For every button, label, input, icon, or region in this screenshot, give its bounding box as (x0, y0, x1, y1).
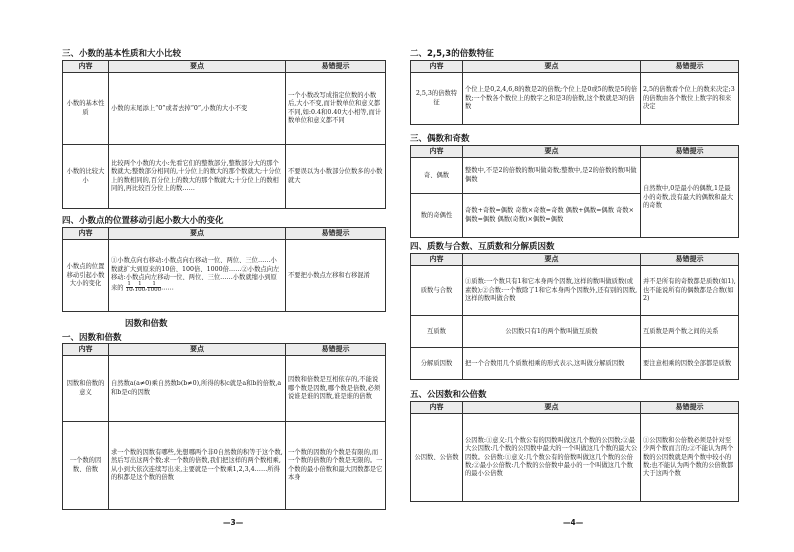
header-points: 要点 (463, 402, 641, 414)
cell-tips: 一个数的因数的个数是有限的,而一个数的倍数的个数是无限的。一个数的最小倍数和最大因数都是它本身 (286, 422, 386, 510)
cell-tips: ①公因数和公倍数必须是针对至少两个数而言的;②不能认为两个数的公因数就是两个数中较小的数;也不能认为两个数的公倍数都大于这两个数 (641, 414, 739, 502)
cell-content: 互质数 (411, 316, 463, 348)
header-content: 内容 (63, 61, 109, 73)
table-row (63, 422, 386, 510)
table-row (63, 145, 386, 209)
cell-content: 因数和倍数的意义 (63, 356, 109, 422)
table-row (411, 316, 739, 348)
header-points: 要点 (463, 146, 641, 158)
table-gcd-lcm (410, 401, 739, 502)
cell-points: 把一个合数用几个质数相乘的形式表示,这叫做分解质因数 (463, 348, 641, 380)
cell-tips: 并不是所有的奇数都是质数(如1),也不能说所有的偶数都是合数(如2) (641, 266, 739, 316)
cell-content: 质数与合数 (411, 266, 463, 316)
unit-title: 因数和倍数 (125, 319, 168, 329)
header-tips: 易错提示 (641, 402, 739, 414)
cell-content: 数的奇偶性 (411, 194, 463, 238)
fraction-hundredth: $\frac{1}{100}$ (134, 280, 146, 294)
header-points: 要点 (463, 254, 641, 266)
header-tips: 易错提示 (641, 254, 739, 266)
section-title-odd-even: 三、偶数和奇数 (410, 134, 470, 144)
section-title-decimal-properties: 三、小数的基本性质和大小比较 (62, 49, 182, 59)
table-factors-multiples (62, 343, 386, 510)
cell-points: 公因数:①意义:几个数公有的因数叫做这几个数的公因数;②最大公因数:几个数的公因数中最大的一个叫做这几个数的最大公因数。公倍数:①意义:几个数公有的倍数叫做这几个数的公倍数;②最小公倍数:几个数的公倍数中最小的一个叫做这几个数的最小公倍数 (463, 414, 641, 502)
cell-points: 求一个数的因数有哪些,先想哪两个非0自然数的积等于这个数,然后写出这两个数;求一个数的倍数,我们把这样的两个数相乘,从小到大依次连续写出来,主要就是一个数乘1,2,3,4……所得的积都是这个数的倍数 (109, 422, 286, 510)
cell-content: 小数的基本性质 (63, 73, 109, 145)
cell-points: 小数的末尾添上“0”或者去掉“0”,小数的大小不变 (109, 73, 286, 145)
cell-tips: 2,5的倍数看个位上的数来决定;3的倍数由各个数位上数字的和来决定 (641, 73, 739, 125)
cell-tips: 不要误以为小数部分位数多的小数就大 (286, 145, 386, 209)
fraction-tenth: $\frac{1}{10}$ (125, 280, 133, 294)
cell-tips: 要注意相乘的因数全部都是质数 (641, 348, 739, 380)
header-tips: 易错提示 (286, 344, 386, 356)
header-tips: 易错提示 (641, 146, 739, 158)
header-content: 内容 (411, 61, 463, 73)
table-row (411, 266, 739, 316)
cell-content: 奇、偶数 (411, 158, 463, 194)
cell-content: 小数点的位置移动引起小数大小的变化 (63, 240, 109, 312)
header-content: 内容 (411, 402, 463, 414)
cell-points: ①小数点向右移动:小数点向右移动一位、两位、三位……小数就扩大到原来的10倍、100倍、1000倍……②小数点向左移动:小数点向左移动一位、两位、三位……小数就缩小到原来的 $\frac{1}{10}$ , $\frac{1}{100}$ , $\frac{1}{1000}$ …… (109, 240, 286, 312)
right-page (397, 0, 794, 552)
header-content: 内容 (411, 146, 463, 158)
cell-points: 自然数a(a≠0)乘自然数b(b≠0),所得的积c就是a和b的倍数,a和b是c的因数 (109, 356, 286, 422)
table-primes (410, 253, 739, 380)
section-title-primes: 四、质数与合数、互质数和分解质因数 (410, 242, 555, 252)
cell-content: 一个数的因数、倍数 (63, 422, 109, 510)
header-points: 要点 (109, 344, 286, 356)
cell-tips: 因数和倍数是互相依存的,不能说哪个数是因数,哪个数是倍数,必须说谁是谁的因数,谁是谁的倍数 (286, 356, 386, 422)
header-points: 要点 (463, 61, 641, 73)
header-tips: 易错提示 (286, 228, 386, 240)
cell-tips: 一个小数改写成指定位数的小数后,大小不变,而计数单位和意义都不同,如:0.4和0.40大小相等,而计数单位和意义都不同 (286, 73, 386, 145)
section-title-gcd-lcm: 五、公因数和公倍数 (410, 390, 487, 400)
fraction-thousandth: $\frac{1}{1000}$ (147, 280, 162, 294)
table-row (411, 348, 739, 380)
table-row (63, 240, 386, 312)
header-tips: 易错提示 (286, 61, 386, 73)
section-title-divisibility: 二、2,5,3的倍数特征 (410, 49, 494, 59)
header-content: 内容 (63, 228, 109, 240)
table-row (63, 356, 386, 422)
cell-tips: 互质数是两个数之间的关系 (641, 316, 739, 348)
table-row (411, 158, 739, 194)
cell-content: 分解质因数 (411, 348, 463, 380)
page-number: —4— (563, 518, 584, 527)
header-content: 内容 (63, 344, 109, 356)
header-points: 要点 (109, 61, 286, 73)
table-decimal-properties (62, 60, 386, 209)
table-row (63, 73, 386, 145)
points-text: ①小数点向右移动:小数点向右移动一位、两位、三位……小数就扩大到原来的10倍、100倍、1000倍……②小数点向左移动:小数点向左移动一位、两位、三位……小数就缩小到原来的 (111, 257, 280, 292)
table-decimal-point-shift (62, 227, 386, 312)
header-content: 内容 (411, 254, 463, 266)
cell-content: 小数的比较大小 (63, 145, 109, 209)
cell-content: 公因数、公倍数 (411, 414, 463, 502)
table-divisibility (410, 60, 739, 125)
cell-points: 奇数+奇数=偶数 奇数×奇数=奇数 偶数+偶数=偶数 奇数×偶数=偶数 偶数(奇数)×偶数=偶数 (463, 194, 641, 238)
cell-points: 整数中,不是2的倍数的数叫做奇数;整数中,是2的倍数的数叫做偶数 (463, 158, 641, 194)
header-points: 要点 (109, 228, 286, 240)
cell-points: ①质数:一个数只有1和它本身两个因数,这样的数叫做质数(或素数);②合数:一个数除了1和它本身两个因数外,还有别的因数,这样的数叫做合数 (463, 266, 641, 316)
cell-points: 个位上是0,2,4,6,8的数是2的倍数;个位上是0或5的数是5的倍数;一个数各个数位上的数字之和是3的倍数,这个数就是3的倍数 (463, 73, 641, 125)
cell-points: 公因数只有1的两个数叫做互质数 (463, 316, 641, 348)
cell-tips: 自然数中,0是最小的偶数,1是最小的奇数,没有最大的偶数和最大的奇数 (641, 158, 739, 238)
header-tips: 易错提示 (641, 61, 739, 73)
section-title-decimal-point-shift: 四、小数点的位置移动引起小数大小的变化 (62, 216, 224, 226)
table-row (411, 73, 739, 125)
table-odd-even (410, 145, 739, 238)
page-number: —3— (223, 518, 244, 527)
cell-tips: 不要把小数点左移和右移混淆 (286, 240, 386, 312)
section-title-factors-multiples: 一、因数和倍数 (62, 333, 122, 343)
cell-content: 2,5,3的倍数特征 (411, 73, 463, 125)
cell-points: 比较两个小数的大小:先看它们的整数部分,整数部分大的那个数就大;整数部分相同的,十分位上的数大的那个数就大;十分位上的数相同的,百分位上的数大的那个数就大;十分位上的数相同的,再比较百分位上的数…… (109, 145, 286, 209)
table-row (411, 414, 739, 502)
